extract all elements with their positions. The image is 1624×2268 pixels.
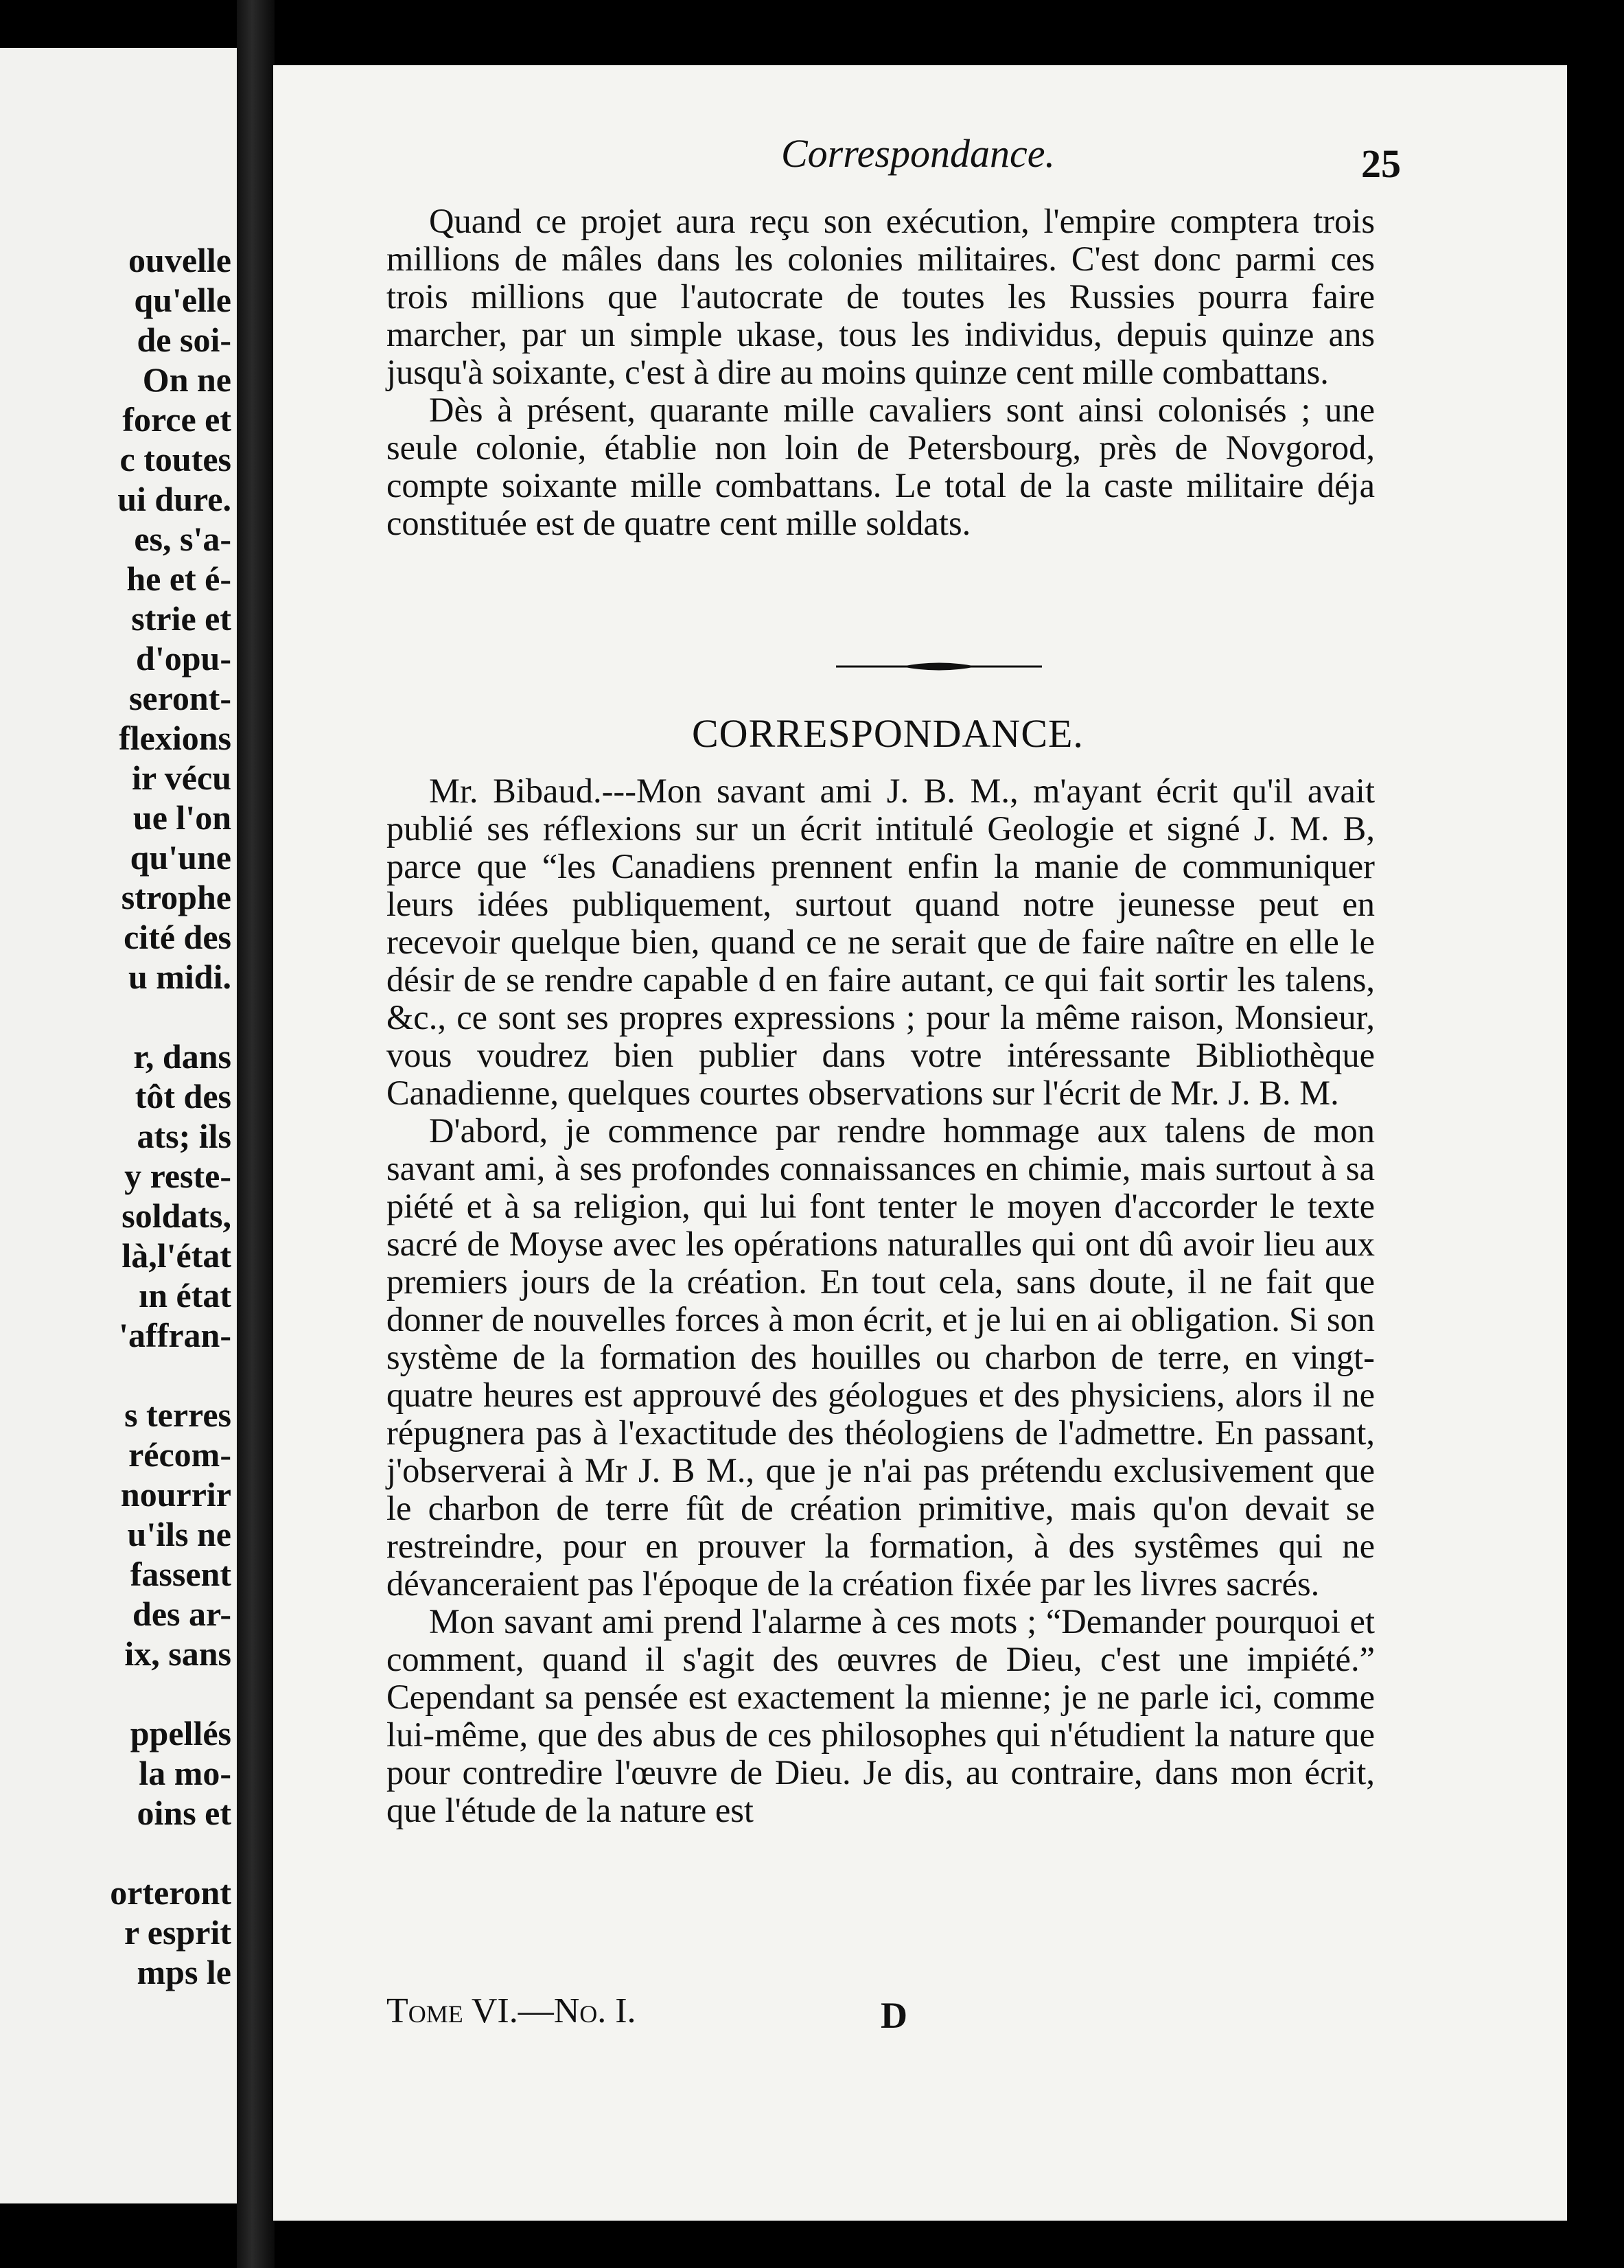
facing-page-line: récom- [128, 1435, 231, 1474]
book-gutter [237, 0, 275, 2268]
facing-page-line: flexions [119, 719, 231, 757]
facing-page-line: cité des [124, 918, 231, 956]
facing-page-line: fassent [130, 1555, 231, 1593]
paragraph: Mon savant ami prend l'alarme à ces mots ; “Demander pourquoi et comment, quand il s'agit des œuvres de Dieu, c'est une impiété.” Cependant sa pensée est exactement la mienne; je ne parle ici, comme lui-même, que des abus de ces philosophes qui n'étudient la nature que pour contredire l'œuvre de Dieu. Je dis, au contraire, dans mon écrit, que l'étude de la nature est [386, 1602, 1375, 1829]
paragraph: Mr. Bibaud.---Mon savant ami J. B. M., m'ayant écrit qu'il avait publié ses réflexions sur un écrit intitulé Geologie et signé J. M. B, parce que “les Canadiens prennent enfin la manie de communiquer leurs idées publiquement, surtout quand notre jeunesse peut en recevoir quelque bien, quand ce ne serait que de faire naître en elle le désir de se rendre capable d en faire autant, ce qui fait sortir les talens, &c., ce sont ses propres expressions ; pour la même raison, Monsieur, vous voudrez bien publier dans votre intéressante Bibliothèque Canadienne, quelques courtes observations sur l'écrit de Mr. J. B. M. [386, 772, 1375, 1112]
facing-page-line: des ar- [132, 1595, 231, 1633]
facing-page-line: là,l'état [121, 1236, 231, 1275]
facing-page-line: On ne [142, 360, 231, 399]
colonies-passage [386, 202, 1375, 542]
facing-page-line: seront- [128, 679, 231, 717]
facing-page-line: de soi- [137, 321, 231, 359]
facing-page-line: ue l'on [132, 798, 231, 837]
facing-page-line: strophe [121, 878, 231, 916]
signature-mark: D [881, 1995, 907, 2036]
page-number: 25 [1361, 141, 1401, 186]
facing-page-line: qu'elle [134, 281, 231, 319]
book-page [273, 65, 1567, 2221]
facing-page-line: ir vécu [132, 759, 231, 797]
facing-page-line: ın état [139, 1276, 231, 1315]
facing-page-fragment [0, 48, 237, 2203]
facing-page-line: c toutes [119, 440, 231, 478]
running-head-title: Correspondance. [781, 131, 1055, 176]
facing-page-line: u midi. [128, 958, 231, 996]
facing-page-line: r, dans [133, 1037, 231, 1076]
facing-page-line: force et [122, 400, 231, 439]
facing-page-line: qu'une [130, 838, 231, 877]
facing-page-line: mps le [137, 1953, 231, 1991]
facing-page-line: soldats, [121, 1196, 231, 1235]
facing-page-line: s terres [124, 1396, 231, 1434]
volume-footer: Tome VI.—No. I. [386, 1991, 636, 2030]
facing-page-line: strie et [131, 599, 231, 638]
facing-page-line: oins et [137, 1794, 231, 1832]
facing-page-line: u'ils ne [127, 1515, 231, 1553]
facing-page-line: es, s'a- [134, 520, 231, 558]
facing-page-line: ats; ils [137, 1117, 231, 1155]
paragraph: Quand ce projet aura reçu son exécution, l'empire comptera trois millions de mâles dans les colonies militaires. C'est donc parmi ces trois millions que l'autocrate de toutes les Russies pourra faire marcher, par un simple ukase, tous les individus, depuis quinze ans jusqu'à soixante, c'est à dire au moins quinze cent mille combattans. [386, 202, 1375, 391]
facing-page-line: 'affran- [119, 1316, 231, 1354]
facing-page-line: ix, sans [124, 1634, 231, 1673]
facing-page-line: y reste- [124, 1157, 231, 1195]
paragraph: D'abord, je commence par rendre hommage aux talens de mon savant ami, à ses profondes connaissances en chimie, mais surtout à sa piété et à sa religion, qui lui font tenter le moyen d'accorder le texte sacré de Moyse avec les opérations naturalles qui ont dû avoir lieu aux premiers jours de la création. En tout cela, sans doute, il ne fait que donner de nouvelles forces à mon écrit, et je lui en ai obligation. Si son système de la formation des houilles ou charbon de terre, en vingt-quatre heures est approuvé des géologues et des physiciens, alors il ne répugnera pas à l'exactitude des théologiens de l'admettre. En passant, j'observerai à Mr J. B M., que je n'ai pas prétendu exclusivement que le charbon de terre fût de création primitive, mais qu'on devait se restreindre, pour en prouver la formation, à des systêmes qui ne dévanceraient pas l'époque de la création fixée par les livres sacrés. [386, 1111, 1375, 1603]
facing-page-line: nourrir [120, 1475, 231, 1514]
section-title: CORRESPONDANCE. [692, 711, 1084, 756]
correspondance-body [386, 772, 1375, 1829]
facing-page-line: ppellés [130, 1714, 231, 1752]
facing-page-line: orteront [110, 1873, 231, 1912]
facing-page-line: r esprit [124, 1913, 231, 1952]
paragraph: Dès à présent, quarante mille cavaliers sont ainsi colonisés ; une seule colonie, établie non loin de Petersbourg, près de Novgorod, compte soixante mille combattans. Le total de la caste militaire déja constituée est de quatre cent mille soldats. [386, 391, 1375, 542]
divider-ornament [836, 659, 1042, 674]
facing-page-line: ui dure. [117, 480, 231, 518]
facing-page-line: d'opu- [136, 639, 231, 678]
facing-page-line: tôt des [135, 1077, 231, 1115]
facing-page-line: la mo- [139, 1754, 231, 1792]
facing-page-line: he et é- [126, 559, 231, 598]
facing-page-line: ouvelle [128, 241, 231, 279]
